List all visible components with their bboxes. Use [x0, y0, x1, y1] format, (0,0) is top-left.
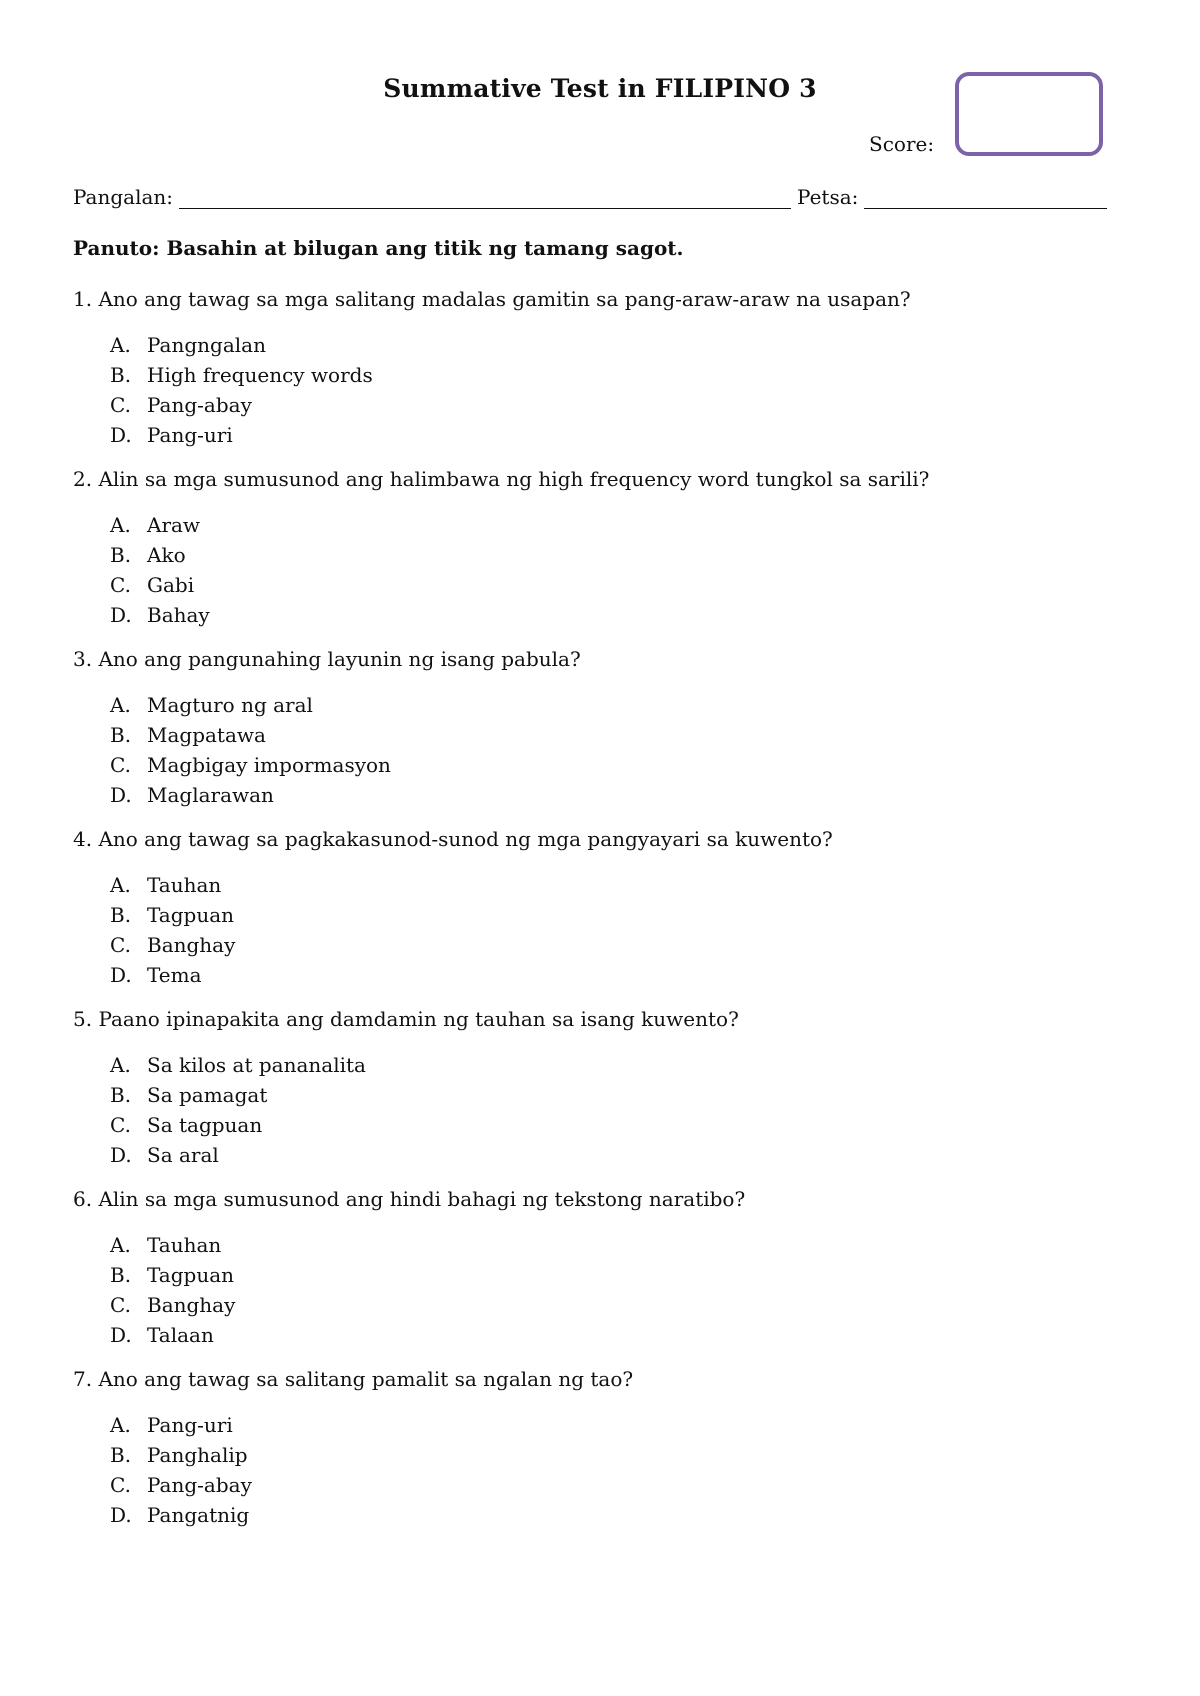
option-text: Magturo ng aral: [147, 693, 313, 717]
option-letter[interactable]: B.: [110, 543, 132, 567]
page-title: Summative Test in FILIPINO 3: [383, 74, 817, 103]
question-text: 7. Ano ang tawag sa salitang pamalit sa ngalan ng tao?: [73, 1367, 634, 1391]
date-label: Petsa:: [797, 185, 859, 209]
question-text: 1. Ano ang tawag sa mga salitang madalas gamitin sa pang-araw-araw na usapan?: [73, 287, 911, 311]
option-text: Pangngalan: [147, 333, 266, 357]
answer-option[interactable]: [110, 1290, 1133, 1320]
answer-option[interactable]: [110, 1470, 1133, 1500]
question-text: 4. Ano ang tawag sa pagkakasunod-sunod ng mga pangyayari sa kuwento?: [73, 827, 833, 851]
question-item: [73, 1184, 1133, 1350]
option-text: Magpatawa: [147, 723, 266, 747]
answer-option[interactable]: [110, 510, 1133, 540]
answer-option[interactable]: [110, 1410, 1133, 1440]
answer-option[interactable]: [110, 1050, 1133, 1080]
option-text: Sa kilos at pananalita: [147, 1053, 366, 1077]
option-letter[interactable]: D.: [110, 603, 132, 627]
answer-option[interactable]: [110, 870, 1133, 900]
answer-option[interactable]: [110, 1230, 1133, 1260]
name-field[interactable]: [179, 188, 791, 209]
option-letter[interactable]: D.: [110, 1503, 132, 1527]
option-text: Gabi: [147, 573, 195, 597]
option-text: Banghay: [147, 933, 236, 957]
answer-option[interactable]: [110, 1500, 1133, 1530]
answer-options: [73, 1230, 1133, 1350]
option-text: Pang-abay: [147, 1473, 252, 1497]
answer-option[interactable]: [110, 1440, 1133, 1470]
question-item: [73, 1364, 1133, 1530]
answer-options: [73, 1050, 1133, 1170]
option-text: Pang-uri: [147, 423, 233, 447]
question-text: 3. Ano ang pangunahing layunin ng isang pabula?: [73, 647, 581, 671]
option-text: Magbigay impormasyon: [147, 753, 391, 777]
question-item: [73, 464, 1133, 630]
question-text: 5. Paano ipinapakita ang damdamin ng tauhan sa isang kuwento?: [73, 1007, 739, 1031]
option-letter[interactable]: B.: [110, 903, 132, 927]
option-letter[interactable]: C.: [110, 393, 131, 417]
option-letter[interactable]: A.: [110, 513, 131, 537]
option-text: Tauhan: [147, 1233, 222, 1257]
option-text: Maglarawan: [147, 783, 274, 807]
option-letter[interactable]: B.: [110, 1443, 132, 1467]
option-letter[interactable]: C.: [110, 933, 131, 957]
option-letter[interactable]: D.: [110, 423, 132, 447]
option-letter[interactable]: C.: [110, 1293, 131, 1317]
answer-option[interactable]: [110, 720, 1133, 750]
answer-option[interactable]: [110, 390, 1133, 420]
answer-option[interactable]: [110, 330, 1133, 360]
option-letter[interactable]: C.: [110, 753, 131, 777]
option-text: Tagpuan: [147, 1263, 235, 1287]
option-letter[interactable]: D.: [110, 1143, 132, 1167]
answer-option[interactable]: [110, 1110, 1133, 1140]
option-text: Sa aral: [147, 1143, 219, 1167]
name-label: Pangalan:: [73, 185, 174, 209]
option-text: Tauhan: [147, 873, 222, 897]
answer-option[interactable]: [110, 1320, 1133, 1350]
answer-option[interactable]: [110, 1080, 1133, 1110]
student-info-row: [73, 185, 1107, 209]
answer-option[interactable]: [110, 360, 1133, 390]
option-letter[interactable]: A.: [110, 693, 131, 717]
option-text: Sa tagpuan: [147, 1113, 263, 1137]
option-letter[interactable]: B.: [110, 363, 132, 387]
answer-options: [73, 330, 1133, 450]
answer-options: [73, 1410, 1133, 1530]
answer-option[interactable]: [110, 420, 1133, 450]
answer-option[interactable]: [110, 780, 1133, 810]
instructions: Panuto: Basahin at bilugan ang titik ng tamang sagot.: [73, 236, 684, 260]
question-item: [73, 644, 1133, 810]
answer-option[interactable]: [110, 900, 1133, 930]
option-letter[interactable]: D.: [110, 963, 132, 987]
option-letter[interactable]: A.: [110, 333, 131, 357]
question-text: 2. Alin sa mga sumusunod ang halimbawa ng high frequency word tungkol sa sarili?: [73, 467, 930, 491]
option-letter[interactable]: C.: [110, 573, 131, 597]
question-item: [73, 1004, 1133, 1170]
option-letter[interactable]: A.: [110, 1413, 131, 1437]
answer-option[interactable]: [110, 570, 1133, 600]
option-text: Araw: [147, 513, 201, 537]
date-field[interactable]: [864, 188, 1107, 209]
question-list: [73, 284, 1133, 1544]
option-letter[interactable]: D.: [110, 783, 132, 807]
option-text: Tema: [147, 963, 202, 987]
option-letter[interactable]: B.: [110, 723, 132, 747]
question-item: [73, 824, 1133, 990]
option-letter[interactable]: D.: [110, 1323, 132, 1347]
option-letter[interactable]: A.: [110, 1233, 131, 1257]
option-text: Tagpuan: [147, 903, 235, 927]
option-letter[interactable]: C.: [110, 1473, 131, 1497]
question-item: [73, 284, 1133, 450]
option-text: Talaan: [147, 1323, 214, 1347]
option-text: Pang-abay: [147, 393, 252, 417]
answer-option[interactable]: [110, 960, 1133, 990]
option-text: Banghay: [147, 1293, 236, 1317]
option-letter[interactable]: A.: [110, 1053, 131, 1077]
option-text: Bahay: [147, 603, 210, 627]
answer-option[interactable]: [110, 600, 1133, 630]
answer-option[interactable]: [110, 1140, 1133, 1170]
answer-options: [73, 870, 1133, 990]
option-text: Sa pamagat: [147, 1083, 268, 1107]
option-text: Panghalip: [147, 1443, 248, 1467]
option-letter[interactable]: B.: [110, 1083, 132, 1107]
option-letter[interactable]: A.: [110, 873, 131, 897]
question-text: 6. Alin sa mga sumusunod ang hindi bahagi ng tekstong naratibo?: [73, 1187, 746, 1211]
answer-option[interactable]: [110, 930, 1133, 960]
score-label: Score:: [869, 132, 935, 156]
answer-options: [73, 510, 1133, 630]
answer-option[interactable]: [110, 690, 1133, 720]
answer-option[interactable]: [110, 750, 1133, 780]
option-text: Pang-uri: [147, 1413, 233, 1437]
answer-option[interactable]: [110, 1260, 1133, 1290]
score-box[interactable]: [955, 72, 1103, 156]
answer-option[interactable]: [110, 540, 1133, 570]
option-text: High frequency words: [147, 363, 373, 387]
option-text: Pangatnig: [147, 1503, 250, 1527]
option-letter[interactable]: B.: [110, 1263, 132, 1287]
answer-options: [73, 690, 1133, 810]
option-text: Ako: [147, 543, 186, 567]
option-letter[interactable]: C.: [110, 1113, 131, 1137]
